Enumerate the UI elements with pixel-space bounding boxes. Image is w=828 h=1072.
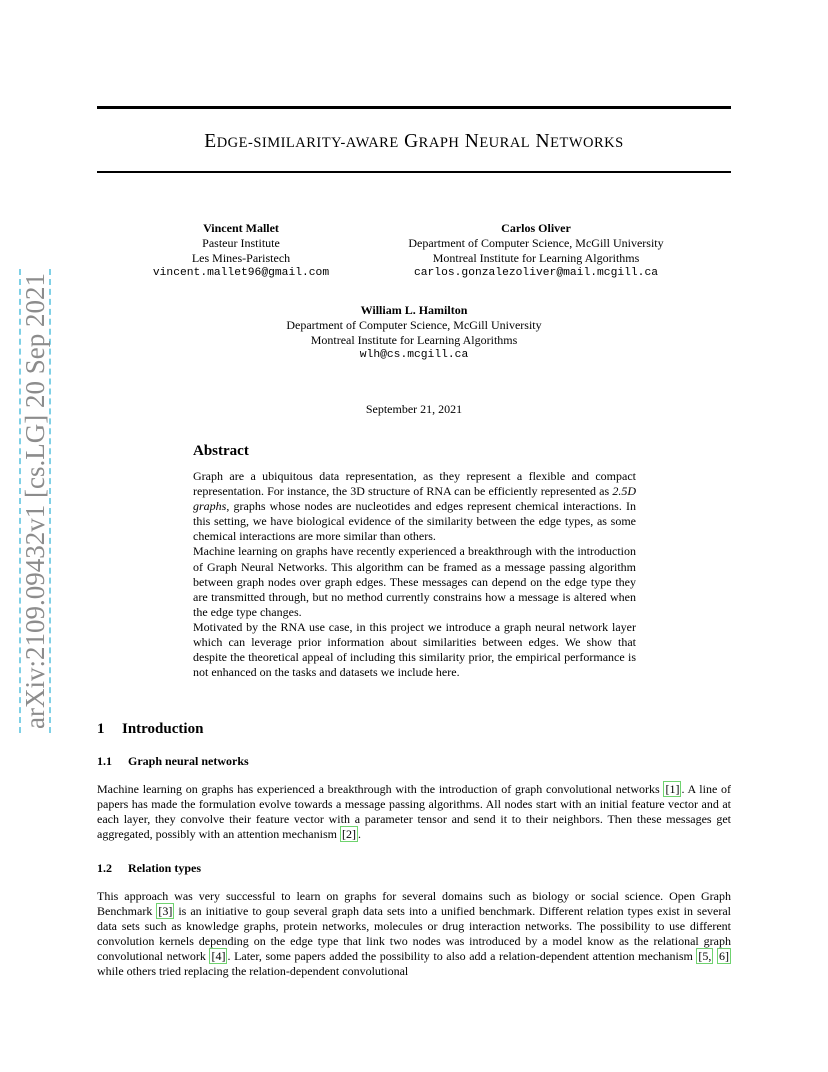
author-name: Vincent Mallet <box>203 221 279 235</box>
author-block <box>380 221 692 281</box>
author-email[interactable]: carlos.gonzalezoliver@mail.mcgill.ca <box>413 267 659 279</box>
author-affiliation: Montreal Institute for Learning Algorithms <box>310 333 518 347</box>
section-heading-introduction: 1 Introduction <box>97 721 204 737</box>
citation-link[interactable]: 6] <box>719 949 730 963</box>
citation-link[interactable]: [5, <box>698 949 712 963</box>
author-email[interactable]: vincent.mallet96@gmail.com <box>152 267 330 279</box>
abstract-body <box>193 469 636 680</box>
author-affiliation: Department of Computer Science, McGill University <box>286 318 542 332</box>
author-name: Carlos Oliver <box>501 221 571 235</box>
subsection-heading-relation-types: 1.2 Relation types <box>97 861 201 875</box>
paper-title: EDGE-SIMILARITY-AWARE GRAPH NEURAL NETWORKS <box>204 131 624 152</box>
abstract-paragraph: Graph are a ubiquitous data representation, as they represent a flexible and compact representation. For instance, the 3D structure of RNA can be efficiently represented as 2.5D graphs, graphs whose nodes are nucleotides and edges represent chemical interactions. In this setting, we have biological evidence of the similarity between the edge types, as some chemical interactions are more similar than others. <box>193 469 636 544</box>
author-affiliation: Les Mines-Paristech <box>191 251 291 265</box>
abstract-paragraph: Machine learning on graphs have recently experienced a breakthrough with the introduction of Graph Neural Networks. This algorithm can be framed as a message passing algorithm between graph nodes over graph edges. These messages can depend on the edge type they are transmitted through, but no method currently constrains how a message is altered when the edge type changes. <box>193 544 636 619</box>
author-affiliation: Montreal Institute for Learning Algorithms <box>432 251 640 265</box>
arxiv-stamp[interactable]: arXiv:2109.09432v1 [cs.LG] 20 Sep 2021 <box>19 269 51 733</box>
author-block <box>140 221 342 281</box>
body-paragraph: Machine learning on graphs has experienced a breakthrough with the introduction of graph convolutional networks [1] . A line of papers has made the formulation evolve towards a message passing algorithms. All nodes start with an initial feature vector and at each layer, they convolve their feature vector with a parameter tensor and send it to their neighbors. Then these messages get aggregated, possibly with an attention mechanism [2] . <box>97 782 731 841</box>
citation-link[interactable]: [1] <box>665 782 680 796</box>
abstract-heading: Abstract <box>193 443 249 459</box>
citation-link[interactable]: [2] <box>341 827 356 841</box>
title-rule-bottom <box>97 171 731 173</box>
paper-date: September 21, 2021 <box>365 402 463 416</box>
body-paragraph: This approach was very successful to learn on graphs for several domains such as biology or social science. Open Graph Benchmark [3] is an initiative to goup several graph data sets into a unified benchmark. Different relation types exist in several data sets such as knowledge graphs, protein networks, molecules or drug interaction networks. The possibility to use different convolution kernels depending on the edge type that link two nodes was introduced by a model know as the relational graph convolutional network [4] . Later, some papers added the possibility to also add a relation-dependent attention mechanism [5, 6] while others tried replacing the relation-dependent convolutional <box>97 889 732 978</box>
author-affiliation: Pasteur Institute <box>202 236 280 250</box>
author-affiliation: Department of Computer Science, McGill University <box>408 236 664 250</box>
citation-link[interactable]: [4] <box>211 949 226 963</box>
abstract-paragraph: Motivated by the RNA use case, in this project we introduce a graph neural network layer which can leverage prior information about similarities between edges. We show that despite the theoretical appeal of including this similarity prior, the empirical performance is not enhanced on the tasks and datasets we include here. <box>193 619 636 680</box>
title-rule-top <box>97 106 731 109</box>
author-block <box>214 303 614 363</box>
citation-link[interactable]: [3] <box>158 904 173 918</box>
author-email[interactable]: wlh@cs.mcgill.ca <box>359 349 469 361</box>
subsection-heading-graph-neural-networks: 1.1 Graph neural networks <box>97 754 249 768</box>
author-name: William L. Hamilton <box>360 303 468 317</box>
